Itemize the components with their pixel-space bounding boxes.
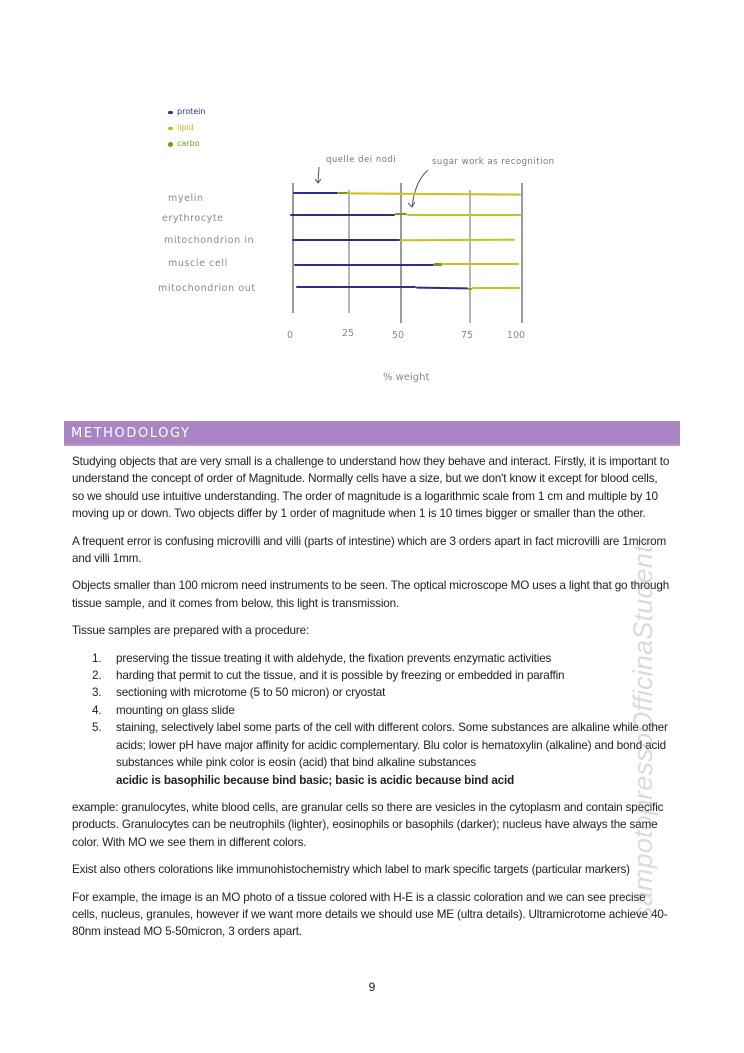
paragraph-immunohistochemistry: Exist also others colorations like immunohistochemistry which label to mark specific targets (particular markers) — [72, 863, 630, 877]
section-header-methodology — [64, 421, 680, 446]
step-number: 2. — [92, 669, 102, 683]
bar-muscle-cell-protein — [294, 264, 434, 266]
paragraph-he-example: For example, the image is an MO photo of a tissue colored with H-E is a classic coloration and we can see precise cells, nucleus, granules, however if we want more details we should use ME (ultra details). Ultramicrotome achieve 40-80nm instead MO 5-50micron, 3 orders apart. — [72, 890, 668, 939]
legend-label: lipid — [177, 123, 194, 132]
gridline-75 — [469, 190, 471, 323]
row-label-myelin: myelin — [168, 193, 204, 204]
annotation-arrows-icon — [310, 165, 440, 215]
paragraph-microvilli: A frequent error is confusing microvilli and villi (parts of intestine) which are 3 orders apart in fact microvilli are 1microm and villi 1mm. — [72, 534, 667, 566]
row-label-mitochondrion-in: mitochondrion in — [164, 235, 255, 246]
chart-legend — [168, 104, 205, 152]
step-text: preserving the tissue treating it with aldehyde, the fixation prevents enzymatic activities — [116, 651, 552, 665]
bar-muscle-cell-lipid — [442, 263, 519, 265]
paragraph-granulocytes: example: granulocytes, white blood cells, are granular cells so there are vesicles in the cytoplasm and contain specific products. Granulocytes can be neutrophils (lighter), eosinophils or basophils (darker); nucleus have always the same color. With MO we see them in different colors. — [72, 800, 664, 849]
paragraph-optical-microscope: Objects smaller than 100 microm need instruments to be seen. The optical microscope MO uses a light that go through tissue sample, and it comes from below, this light is transmission. — [72, 579, 670, 610]
bar-mitochondrion-out-protein — [296, 286, 416, 288]
paragraph-order-of-magnitude: Studying objects that are very small is a challenge to understand how they behave and interact. Firstly, it is important to understand the concept of order of Magnitude. Normally cells have a size, but we don't know it except for blood cells, so we should use intuitive understanding. The order of magnitude is a logarithmic scale from 1 cm and multiple by 10 moving up or down. Two objects differ by 1 order of magnitude when 1 is 10 times bigger or smaller than the other. — [72, 455, 670, 521]
step-number: 1. — [92, 651, 102, 665]
bar-myelin-carbo — [338, 192, 348, 194]
gridline-25 — [348, 190, 350, 313]
step-number: 5. — [92, 721, 102, 735]
step-text: staining, selectively label some parts of the cell with different colors. Some substances are alkaline while other acids; lower pH have major affinity for acidic complementary. Blu color is hematoxylin (alkaline) and bond acid substances while pink color is eosin (acid) that bind alkaline substances — [116, 721, 668, 770]
bar-mitochondrion-out-protein-tail — [416, 287, 468, 290]
row-label-mitochondrion-out: mitochondrion out — [158, 283, 256, 294]
legend-item-protein — [168, 104, 205, 120]
step-text: sectioning with microtome (5 to 50 micron) or cryostat — [116, 686, 386, 700]
legend-item-carbo — [168, 136, 205, 152]
annotation-left: quelle dei nodi — [326, 155, 397, 165]
page-number: 9 — [368, 980, 376, 994]
step-text: harding that permit to cut the tissue, and it is possible by freezing or embedded in paraffin — [116, 669, 565, 683]
carbo-swatch-icon — [168, 142, 173, 147]
list-item — [72, 719, 672, 789]
x-tick-100: 100 — [506, 330, 526, 341]
bar-mitochondrion-out-lipid — [472, 287, 520, 289]
bar-muscle-cell-carbo — [434, 263, 442, 266]
x-axis-label: % weight — [383, 372, 430, 383]
annotation-right: sugar work as recognition — [432, 157, 555, 167]
list-item — [72, 702, 672, 719]
bar-erythrocyte-lipid — [407, 214, 522, 216]
legend-item-lipid — [168, 120, 205, 136]
legend-label: carbo — [177, 139, 200, 148]
bar-mitochondrion-in-protein — [292, 239, 400, 241]
list-item — [72, 684, 672, 701]
step-bold-note: acidic is basophilic because bind basic; basic is acidic because bind acid — [116, 773, 515, 787]
x-tick-25: 25 — [341, 328, 355, 339]
gridline-50 — [400, 183, 402, 323]
bar-erythrocyte-protein — [290, 214, 395, 216]
bar-erythrocyte-carbo — [395, 213, 407, 215]
handwritten-composition-chart — [0, 0, 744, 400]
x-tick-75: 75 — [460, 330, 474, 341]
bar-mitochondrion-in-lipid — [400, 239, 515, 242]
gridline-0 — [292, 183, 294, 313]
row-label-muscle-cell: muscle cell — [168, 258, 228, 269]
list-item — [72, 667, 672, 684]
section-title: METHODOLOGY — [71, 426, 191, 441]
list-item — [72, 650, 672, 667]
procedure-steps-list — [72, 650, 672, 789]
bar-myelin-protein — [293, 192, 338, 194]
step-number: 4. — [92, 703, 102, 717]
x-tick-50: 50 — [391, 330, 405, 341]
legend-label: protein — [177, 107, 206, 116]
paragraph-procedure-intro: Tissue samples are prepared with a procedure: — [72, 624, 310, 638]
methodology-body — [72, 453, 672, 951]
lipid-swatch-icon — [168, 127, 173, 130]
watermark: sampotopressoOfficinaStudenti — [628, 538, 658, 920]
x-tick-0: 0 — [286, 330, 294, 341]
step-number: 3. — [92, 686, 102, 700]
row-label-erythrocyte: erythrocyte — [162, 213, 224, 224]
step-text: mounting on glass slide — [116, 703, 235, 717]
protein-swatch-icon — [168, 111, 173, 114]
gridline-100 — [521, 183, 523, 323]
